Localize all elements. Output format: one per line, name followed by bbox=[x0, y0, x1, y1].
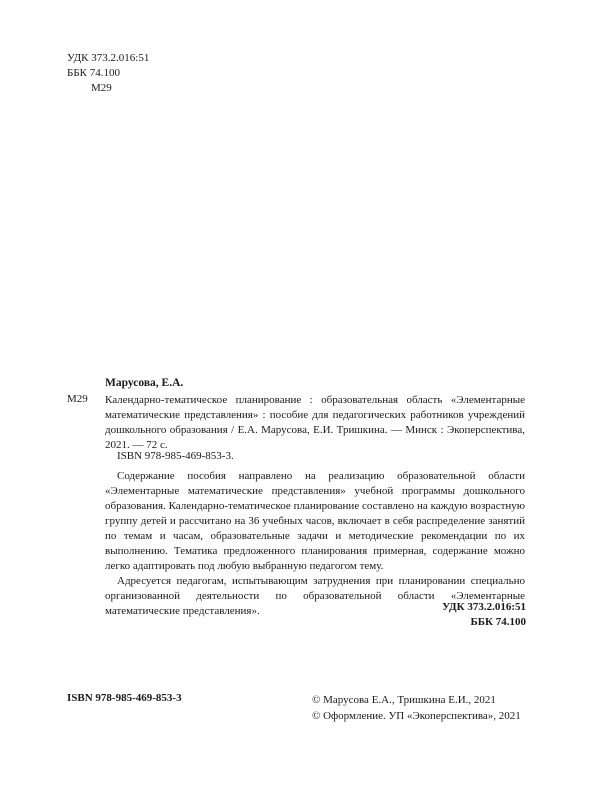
copyright-authors: © Марусова Е.А., Тришкина Е.И., 2021 bbox=[312, 694, 496, 706]
top-classification-block bbox=[67, 51, 149, 96]
record-isbn: ISBN 978-985-469-853-3. bbox=[117, 450, 234, 462]
bbk-code: ББК 74.100 bbox=[67, 67, 120, 79]
udk-code: УДК 373.2.016:51 bbox=[67, 52, 150, 64]
description-text: Календарно-тематическое планирование : образовательная область «Элементарные математические представления» : пособие для педагогических работников учреждений дошкольного образования / Е.А. Марусова, Е.И. Тришкина. — Минск : Экоперспектива, 2021. — 72 с. bbox=[105, 394, 525, 451]
udk-code-right: УДК 373.2.016:51 bbox=[442, 601, 526, 613]
bibliographic-description bbox=[105, 393, 525, 453]
copyright-block bbox=[312, 692, 521, 724]
abstract-paragraph-2: Адресуется педагогам, испытывающим затруднения при планировании специально организованной деятельности по образовательной области «Элементарные математические представления». bbox=[105, 575, 525, 617]
author-heading: Марусова, Е.А. bbox=[105, 377, 184, 389]
record-author-mark: М29 bbox=[67, 393, 88, 405]
footer-isbn: ISBN 978-985-469-853-3 bbox=[67, 692, 182, 704]
abstract-paragraph-1: Содержание пособия направлено на реализацию образовательной области «Элементарные математические представления» учебной программы дошкольного образования. Календарно-тематическое планирование составлено на каждую возрастную группу детей и рассчитано на 36 учебных часов, включает в себя распределение занятий по темам и часам, образовательные задачи и методические рекомендации по их выполнению. Тематика предложенного планирования примерная, содержание можно легко адаптировать под любую выбранную педагогом тему. bbox=[105, 470, 525, 572]
right-classification-block bbox=[442, 600, 526, 630]
author-mark: М29 bbox=[91, 82, 112, 94]
bbk-code-right: ББК 74.100 bbox=[470, 616, 526, 628]
copyright-design: © Оформление. УП «Экоперспектива», 2021 bbox=[312, 710, 521, 722]
abstract bbox=[105, 469, 525, 619]
